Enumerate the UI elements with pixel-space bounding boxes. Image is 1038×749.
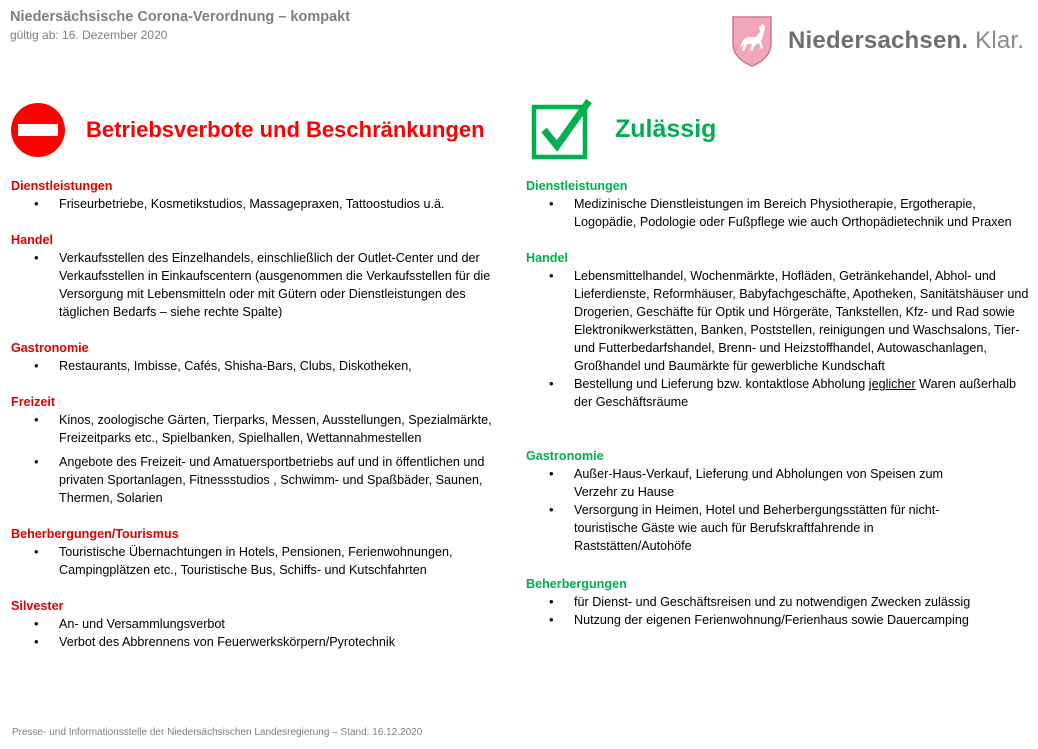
allowed-header — [531, 98, 716, 160]
list-item: • Nutzung der eigenen Ferienwohnung/Ferienhaus sowie Dauercamping — [574, 611, 1031, 629]
list-item: • Kinos, zoologische Gärten, Tierparks, Messen, Ausstellungen, Spezialmärkte, Freizeitparks etc., Spielbanken, Spielhallen, Wettannahmestellen — [59, 411, 511, 447]
prohibitions-header — [10, 102, 485, 158]
section-title: Handel — [526, 251, 568, 265]
document-title: Niedersächsische Corona-Verordnung – kompakt — [10, 9, 351, 25]
section-handel — [526, 249, 1031, 411]
list-item: • Verbot des Abbrennens von Feuerwerkskörpern/Pyrotechnik — [59, 633, 511, 651]
list-item: • Lebensmittelhandel, Wochenmärkte, Hofläden, Getränkehandel, Abhol- und Lieferdienste, Reformhäuser, Babyfachgeschäfte, Apotheken, Sanitätshäuser und Drogerien, Geschäfte für Optik und Hörgeräte, Tankstellen, Kfz- und Rad sowie Elektronikwerkstätten, Banken, Poststellen, reinigungen und Waschsalons, Tier- und Futterbedarfshandel, Brenn- und Heizstoffhandel, Autowaschanlagen, Großhandel und Baumärkte für gewerbliche Kundschaft — [574, 267, 1031, 375]
section-silvester — [11, 597, 511, 651]
logo-text-klar: Klar. — [975, 27, 1025, 54]
list-item: • für Dienst- und Geschäftsreisen und zu notwendigen Zwecken zulässig — [574, 593, 1031, 611]
list-item: • Versorgung in Heimen, Hotel und Beherbergungsstätten für nicht-touristische Gäste wie auch für Berufskraftfahrende in Raststätten/Autohöfe — [574, 501, 954, 555]
list-item: • Touristische Übernachtungen in Hotels, Pensionen, Ferienwohnungen, Campingplätzen etc., Touristische Bus, Schiffs- und Kutschfahrten — [59, 543, 511, 579]
logo-text-niedersachsen: Niedersachsen. — [788, 27, 969, 54]
section-gastronomie — [11, 339, 511, 375]
section-dienstleistungen — [526, 177, 1031, 231]
section-title: Dienstleistungen — [11, 179, 113, 193]
section-title: Silvester — [11, 599, 64, 613]
list-item: • An- und Versammlungsverbot — [59, 615, 511, 633]
section-title: Beherbergungen/Tourismus — [11, 527, 179, 541]
prohibitions-column — [11, 177, 511, 669]
no-entry-icon — [10, 102, 66, 158]
section-freizeit — [11, 393, 511, 507]
list-item: • Verkaufsstellen des Einzelhandels, einschließlich der Outlet-Center und der Verkaufsstellen in Einkaufscentern (ausgenommen die Verkaufsstellen für die Versorgung mit Lebensmitteln oder mit Gütern oder Dienstleistungen des täglichen Bedarfs – siehe rechte Spalte) — [59, 249, 511, 321]
niedersachsen-logo — [730, 14, 1024, 68]
allowed-heading: Zulässig — [615, 114, 717, 143]
list-item: • Friseurbetriebe, Kosmetikstudios, Massagepraxen, Tattoostudios u.ä. — [59, 195, 511, 213]
section-beherbergungen — [526, 575, 1031, 629]
section-tourismus — [11, 525, 511, 579]
section-title: Beherbergungen — [526, 577, 627, 591]
section-title: Freizeit — [11, 395, 56, 409]
section-title: Gastronomie — [526, 449, 604, 463]
section-gastronomie — [526, 447, 1031, 555]
section-dienstleistungen — [11, 177, 511, 213]
list-item: • Medizinische Dienstleistungen im Bereich Physiotherapie, Ergotherapie, Logopädie, Podologie oder Fußpflege wie auch Orthopädietechnik und Praxen — [574, 195, 1031, 231]
section-title: Gastronomie — [11, 341, 89, 355]
underlined-word: jeglicher — [868, 377, 916, 391]
list-item: • Außer-Haus-Verkauf, Lieferung und Abholungen von Speisen zum Verzehr zu Hause — [574, 465, 954, 501]
item-text: Waren außerhalb der Geschäftsräume — [574, 377, 1017, 409]
section-title: Handel — [11, 233, 53, 247]
list-item: • Angebote des Freizeit- und Amatuersportbetriebs auf und in öffentlichen und privaten Sportanlagen, Fitnessstudios , Schwimm- und Spaßbäder, Saunen, Thermen, Solarien — [59, 453, 511, 507]
list-item — [574, 375, 1031, 411]
item-text: Bestellung und Lieferung bzw. kontaktlose Abholung — [574, 377, 869, 391]
validity-date: gültig ab: 16. Dezember 2020 — [10, 28, 168, 42]
checkbox-icon — [531, 98, 593, 160]
section-handel — [11, 231, 511, 321]
list-item: • Restaurants, Imbisse, Cafés, Shisha-Bars, Clubs, Diskotheken, — [59, 357, 511, 375]
section-title: Dienstleistungen — [526, 179, 628, 193]
prohibitions-heading: Betriebsverbote und Beschränkungen — [86, 117, 485, 142]
allowed-column — [526, 177, 1031, 647]
footer-note: Presse- und Informationsstelle der Niedersächsischen Landesregierung – Stand: 16.12.2020 — [12, 727, 423, 738]
coat-of-arms-horse-icon — [730, 14, 774, 68]
